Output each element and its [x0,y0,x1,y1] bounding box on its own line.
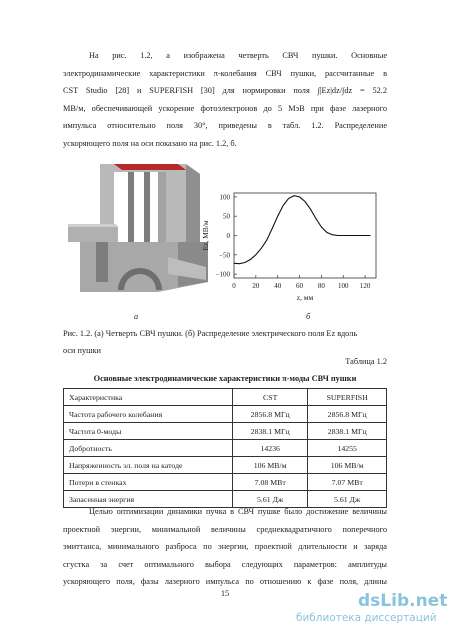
y-tick-label: −50 [219,251,230,260]
intro-line: МВ/м, обеспечивающей ускорение фотоэлектронов до 5 МэВ при фазе лазерного [63,103,387,113]
table-cell: Напряженность эл. поля на катоде [64,457,233,474]
table-cell: Добротность [64,440,233,457]
intro-line: ускоряющего поля на оси показано на рис. 1.2, б. [63,138,237,148]
table-row [64,440,387,457]
table-cell: 106 МВ/м [308,457,387,474]
x-tick-label: 0 [232,282,236,290]
y-tick-label: 0 [226,232,230,240]
table-cell: 2856.8 МГц [233,406,308,423]
outro-line: ускоряющего поля, фазы лазерного импульса по отношению к фазе поля, длины [63,577,387,586]
watermark-subtitle: библиотека диссертаций [296,612,437,624]
outro-paragraph [63,503,387,591]
intro-line: электродинамические характеристики π-колебания СВЧ пушки, рассчитанные в [63,68,387,78]
table-row [64,406,387,423]
table-cell: Частота 0-моды [64,423,233,440]
table-cell: Запасенная энергия [64,491,233,508]
table-cell: 7.07 МВт [308,474,387,491]
intro-line: На рис. 1.2, а изображена четверть СВЧ пушки. Основные [89,51,387,60]
figure-caption [63,325,387,359]
header-cell: CST [233,389,308,406]
outro-line: эмиттанса, минимального разброса по энергии, проектной длительности и заряда [63,542,387,551]
figure-label-b: б [306,312,311,321]
table-cell: 2856.8 МГц [308,406,387,423]
series-line [234,196,371,264]
table-cell: Частота рабочего колебания [64,406,233,423]
table-row [64,457,387,474]
figure-label-a: а [134,312,139,321]
table-cell: 14236 [233,440,308,457]
cavity-quarter-figure [58,162,213,297]
table-cell: 14255 [308,440,387,457]
table-cell: 5.61 Дж [308,491,387,508]
x-tick-label: 100 [337,282,349,290]
x-tick-label: 60 [296,282,304,290]
table-row [64,423,387,440]
outro-line: проектной энергии, минимальной величины среднеквадратичного поперечного [63,524,387,534]
watermark-logo: dsLib.net [358,591,448,611]
intro-line: импульса относительно поля 30°, приведены в табл. 1.2. Распределение [63,121,387,130]
outro-line: Целью оптимизации динамики пучка в СВЧ пушке было достижение величины [89,507,387,516]
page-number: 15 [220,589,230,598]
table-cell: 2838.1 МГц [233,423,308,440]
table-number: Таблица 1.2 [345,357,387,366]
header-cell: SUPERFISH [308,389,387,406]
table-cell: 7.08 МВт [233,474,308,491]
field-distribution-chart [200,185,390,305]
intro-line: CST Studio [28] и SUPERFISH [30] для нормировки поля ∫|Ez|dz/∫dz = 52.2 [63,86,387,95]
table-cell: 5.61 Дж [233,491,308,508]
caption-line: оси пушки [63,346,102,355]
y-tick-label: 50 [223,212,230,221]
table-cell: 106 МВ/м [233,457,308,474]
x-axis-label: z, мм [296,293,314,302]
table-cell: Потери в стенках [64,474,233,491]
table-cell: 2838.1 МГц [308,423,387,440]
caption-line: Рис. 1.2. (а) Четверть СВЧ пушки. (б) Распределение электрического поля Ez вдоль [63,329,358,338]
table-title: Основные электродинамические характеристики π-моды СВЧ пушки [93,374,357,383]
header-cell: Характеристика [64,389,233,406]
y-tick-label: 100 [219,193,230,202]
y-tick-label: −100 [215,270,230,279]
table-header-row [64,389,387,406]
table-row [64,474,387,491]
intro-paragraph [63,47,387,152]
outro-line: сгустка за счет оптимального выбора следующих параметров: амплитуды [63,559,387,569]
x-tick-label: 40 [274,282,282,290]
x-tick-label: 120 [359,282,371,290]
parameters-table [63,388,387,508]
y-axis-label: Ez, МВ/м [201,220,210,251]
x-tick-label: 20 [252,282,260,290]
x-tick-label: 80 [317,282,325,290]
